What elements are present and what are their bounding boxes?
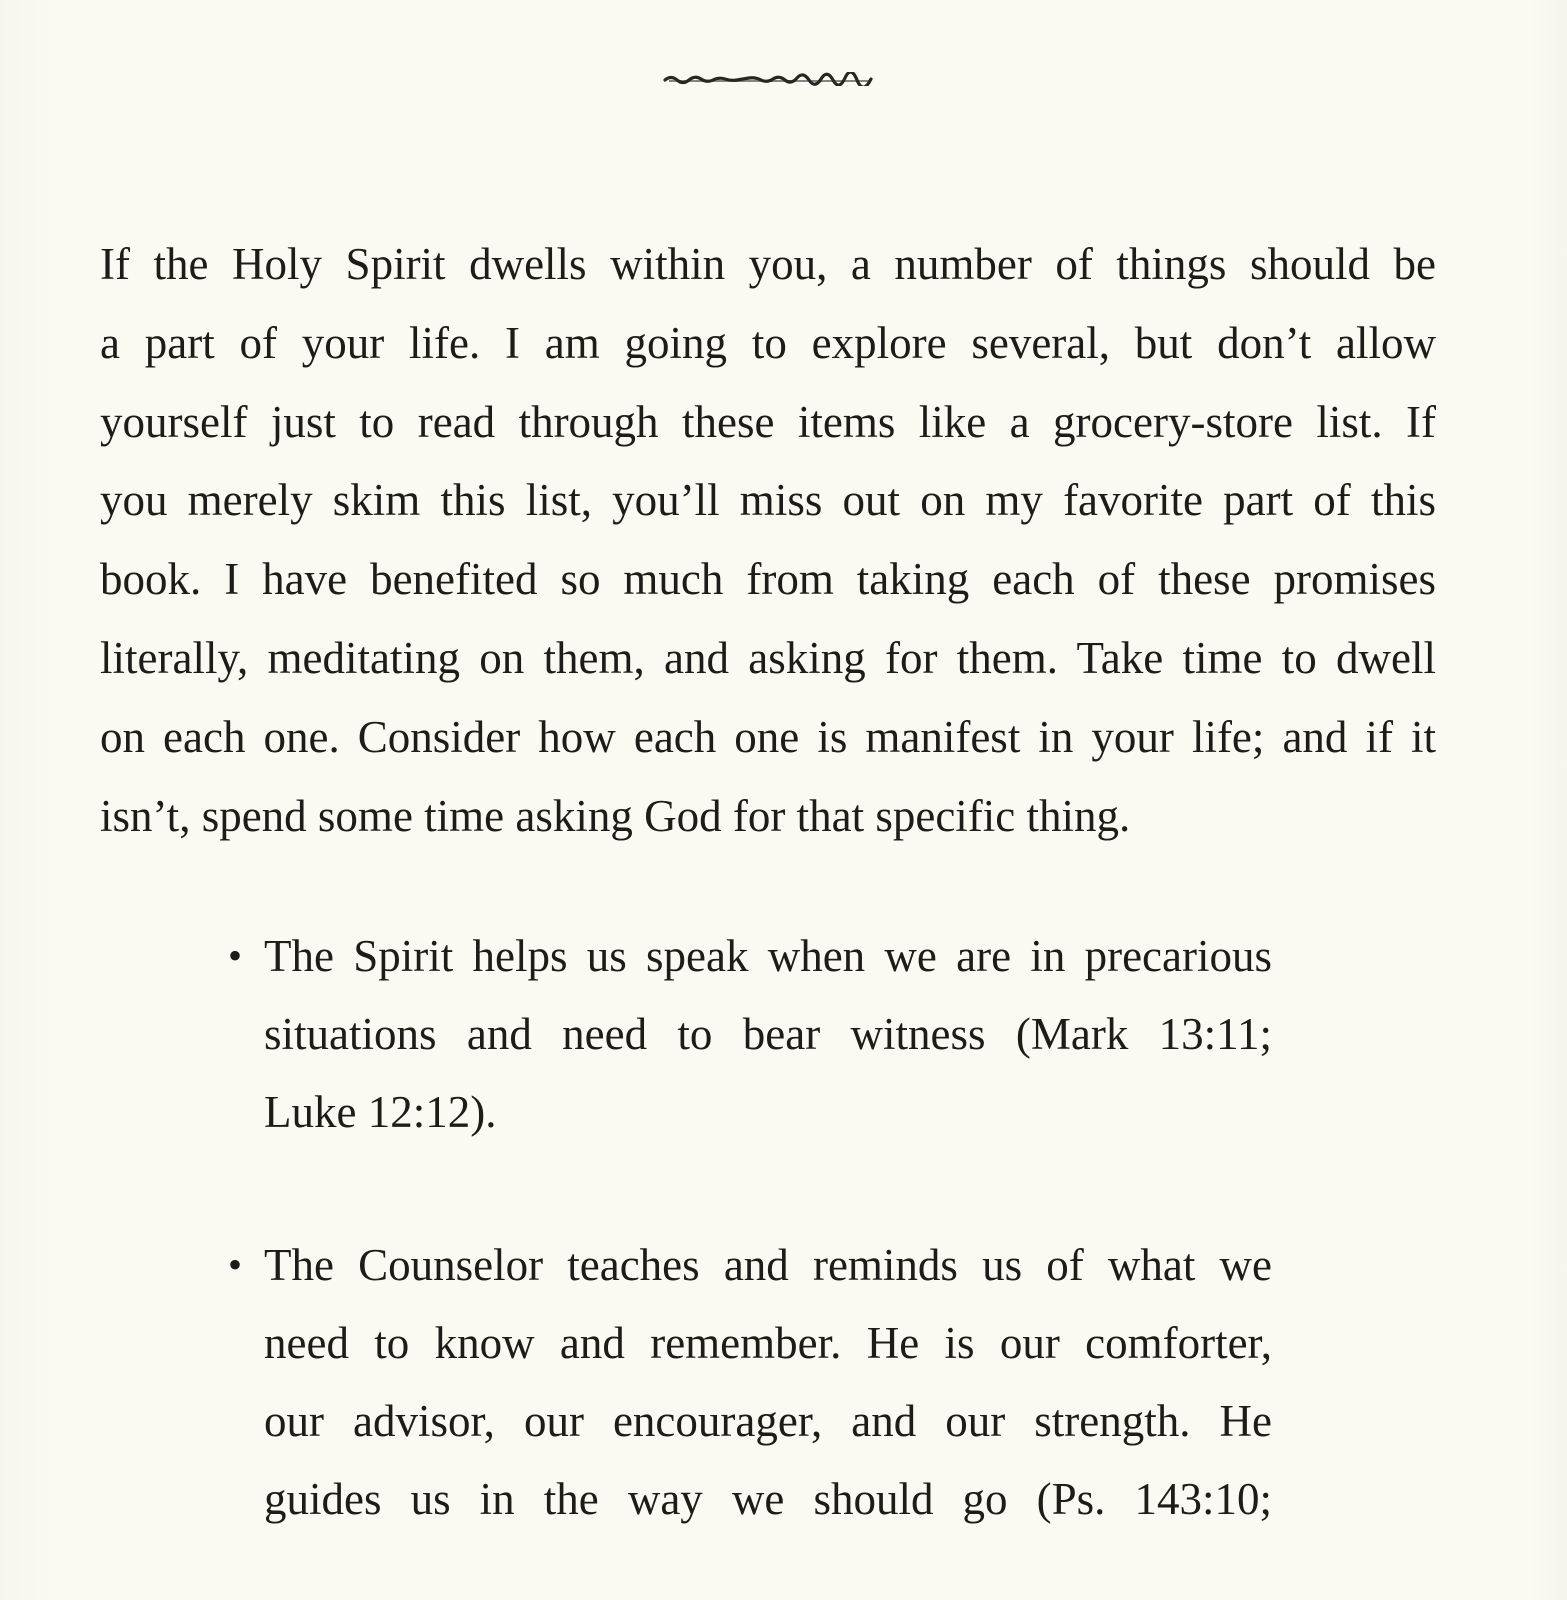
bullet-icon: • bbox=[228, 933, 243, 978]
bullet-icon: • bbox=[228, 1242, 243, 1287]
paragraph-line: book. I have benefited so much from taking each of these promises bbox=[100, 554, 1436, 605]
list-item-line: Luke 12:12). bbox=[264, 1087, 497, 1137]
paragraph-line: you merely skim this list, you’ll miss out on my favorite part of this bbox=[100, 475, 1436, 526]
list-item-line: need to know and remember. He is our comforter, bbox=[264, 1318, 1272, 1368]
paragraph-line: a part of your life. I am going to explore several, but don’t allow bbox=[100, 317, 1436, 368]
list-item-line: our advisor, our encourager, and our strength. He bbox=[264, 1396, 1272, 1446]
paragraph-line: literally, meditating on them, and asking for them. Take time to dwell bbox=[100, 632, 1436, 683]
paragraph-line: on each one. Consider how each one is manifest in your life; and if it bbox=[100, 711, 1436, 762]
list-item-line: The Spirit helps us speak when we are in precarious bbox=[264, 931, 1272, 981]
list-item-line: situations and need to bear witness (Mark 13:11; bbox=[264, 1009, 1272, 1059]
list-item-text bbox=[264, 1226, 1272, 1538]
paragraph-line: yourself just to read through these items like a grocery-store list. If bbox=[100, 396, 1436, 447]
body-paragraph bbox=[100, 225, 1436, 855]
list-item-text bbox=[264, 917, 1272, 1151]
paragraph-line: If the Holy Spirit dwells within you, a number of things should be bbox=[100, 239, 1436, 289]
list-item-line: The Counselor teaches and reminds us of what we bbox=[264, 1240, 1272, 1290]
list-item-line: guides us in the way we should go (Ps. 143:10; bbox=[264, 1474, 1272, 1524]
paragraph-line: isn’t, spend some time asking God for that specific thing. bbox=[100, 790, 1131, 841]
wavy-divider-icon bbox=[663, 72, 875, 86]
